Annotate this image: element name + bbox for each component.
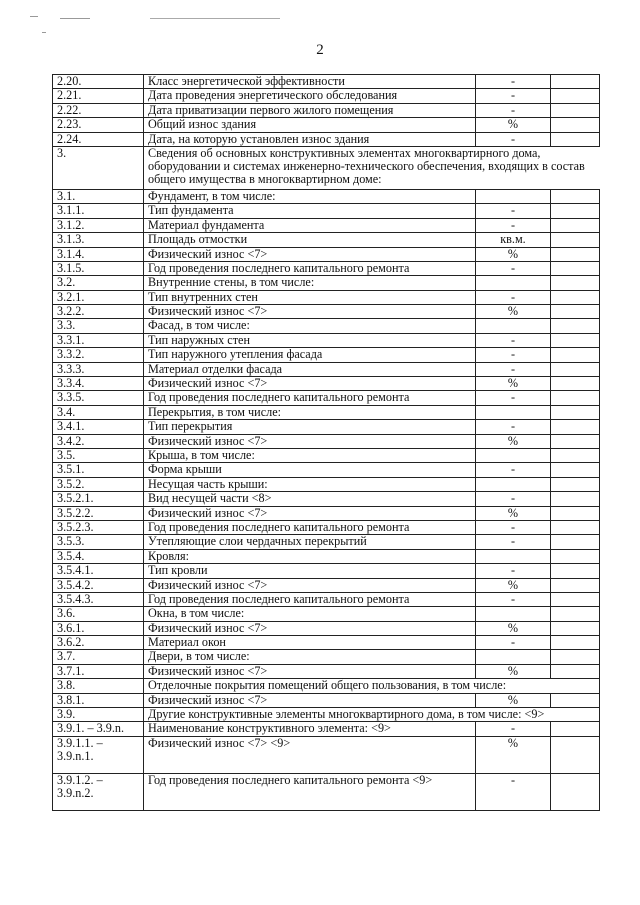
row-value [551, 506, 600, 520]
row-description: Перекрытия, в том числе: [144, 405, 476, 419]
table-row [53, 736, 600, 773]
row-unit: - [476, 722, 551, 736]
row-description: Фундамент, в том числе: [144, 189, 476, 203]
row-description: Физический износ <7> [144, 434, 476, 448]
row-number: 2.20. [53, 75, 144, 89]
table-row [53, 391, 600, 405]
table-row [53, 204, 600, 218]
row-unit: % [476, 693, 551, 707]
table-row [53, 693, 600, 707]
row-description: Дата, на которую установлен износ здания [144, 132, 476, 146]
table-row [53, 650, 600, 664]
row-description: Физический износ <7> [144, 305, 476, 319]
row-value [551, 247, 600, 261]
row-description: Вид несущей части <8> [144, 492, 476, 506]
row-unit: % [476, 664, 551, 678]
row-unit: % [476, 377, 551, 391]
row-value [551, 189, 600, 203]
table-row [53, 420, 600, 434]
row-description: Год проведения последнего капитального ремонта [144, 391, 476, 405]
row-value [551, 333, 600, 347]
row-description: Сведения об основных конструктивных элементах многоквартирного дома, оборудовании и системах инженерно-технического обеспечения, входящих в состав общего имущества в многоквартирном доме: [144, 146, 600, 189]
row-unit: - [476, 773, 551, 810]
table-row [53, 377, 600, 391]
row-value [551, 773, 600, 810]
row-description: Дата приватизации первого жилого помещения [144, 103, 476, 117]
table-row [53, 636, 600, 650]
row-description: Тип внутренних стен [144, 290, 476, 304]
row-value [551, 103, 600, 117]
row-number: 2.24. [53, 132, 144, 146]
row-unit: % [476, 506, 551, 520]
row-description: Дата проведения энергетического обследования [144, 89, 476, 103]
structural-elements-table [52, 74, 600, 811]
row-number: 2.21. [53, 89, 144, 103]
table-row [53, 247, 600, 261]
row-description: Внутренние стены, в том числе: [144, 276, 476, 290]
row-unit: % [476, 247, 551, 261]
row-description: Физический износ <7> [144, 578, 476, 592]
table-row [53, 103, 600, 117]
row-description: Наименование конструктивного элемента: <9> [144, 722, 476, 736]
row-description: Тип наружных стен [144, 333, 476, 347]
row-number: 3.2.2. [53, 305, 144, 319]
row-number: 3.2.1. [53, 290, 144, 304]
table-row [53, 549, 600, 563]
table-row [53, 333, 600, 347]
row-value [551, 564, 600, 578]
row-description: Крыша, в том числе: [144, 448, 476, 462]
row-value [551, 463, 600, 477]
row-value [551, 477, 600, 491]
table-row [53, 578, 600, 592]
row-description: Год проведения последнего капитального ремонта <9> [144, 773, 476, 810]
row-unit [476, 607, 551, 621]
table-row [53, 506, 600, 520]
row-number: 3.3.3. [53, 362, 144, 376]
table-row [53, 362, 600, 376]
row-unit: - [476, 420, 551, 434]
row-value [551, 132, 600, 146]
row-number: 3.5.4.2. [53, 578, 144, 592]
table-row [53, 305, 600, 319]
row-description: Класс энергетической эффективности [144, 75, 476, 89]
row-value [551, 290, 600, 304]
row-unit: - [476, 564, 551, 578]
table-row [53, 132, 600, 146]
row-description: Физический износ <7> <9> [144, 736, 476, 773]
table-row [53, 189, 600, 203]
table-row [53, 448, 600, 462]
row-description: Фасад, в том числе: [144, 319, 476, 333]
row-value [551, 204, 600, 218]
row-value [551, 520, 600, 534]
row-number: 3.4.1. [53, 420, 144, 434]
table-row [53, 405, 600, 419]
row-number: 3.6.2. [53, 636, 144, 650]
row-unit: - [476, 103, 551, 117]
row-unit [476, 405, 551, 419]
table-row [53, 607, 600, 621]
row-description: Тип кровли [144, 564, 476, 578]
table-row [53, 621, 600, 635]
row-unit: - [476, 391, 551, 405]
row-value [551, 434, 600, 448]
row-number: 3.3.4. [53, 377, 144, 391]
row-value [551, 319, 600, 333]
table-row [53, 664, 600, 678]
row-number: 3.6.1. [53, 621, 144, 635]
row-number: 3.5.4. [53, 549, 144, 563]
table-row [53, 261, 600, 275]
table-row [53, 477, 600, 491]
row-unit: - [476, 592, 551, 606]
row-unit: % [476, 578, 551, 592]
row-value [551, 693, 600, 707]
row-value [551, 362, 600, 376]
row-unit: % [476, 736, 551, 773]
row-unit: - [476, 636, 551, 650]
table-row [53, 233, 600, 247]
row-number: 3.1.4. [53, 247, 144, 261]
row-value [551, 305, 600, 319]
row-value [551, 89, 600, 103]
row-description: Физический износ <7> [144, 664, 476, 678]
row-value [551, 679, 600, 693]
row-description: Физический износ <7> [144, 506, 476, 520]
row-value [551, 592, 600, 606]
table-row [53, 434, 600, 448]
row-unit: - [476, 290, 551, 304]
table-row [53, 679, 600, 693]
row-description: Кровля: [144, 549, 476, 563]
row-unit: - [476, 132, 551, 146]
row-number: 3.7.1. [53, 664, 144, 678]
row-unit: - [476, 261, 551, 275]
row-value [551, 233, 600, 247]
table-row [53, 708, 600, 722]
row-description: Тип наружного утепления фасада [144, 348, 476, 362]
row-value [551, 118, 600, 132]
row-unit: - [476, 333, 551, 347]
row-number: 3.7. [53, 650, 144, 664]
row-unit [476, 549, 551, 563]
row-value [551, 549, 600, 563]
row-description: Год проведения последнего капитального ремонта [144, 261, 476, 275]
row-description: Физический износ <7> [144, 247, 476, 261]
row-description: Год проведения последнего капитального ремонта [144, 520, 476, 534]
row-number: 3.5. [53, 448, 144, 462]
row-unit: кв.м. [476, 233, 551, 247]
row-number: 3.3. [53, 319, 144, 333]
row-description: Физический износ <7> [144, 621, 476, 635]
row-unit: - [476, 520, 551, 534]
row-number: 3.6. [53, 607, 144, 621]
row-value [551, 621, 600, 635]
row-value [551, 607, 600, 621]
row-description: Год проведения последнего капитального ремонта [144, 592, 476, 606]
row-number: 3.5.3. [53, 535, 144, 549]
row-description: Материал фундамента [144, 218, 476, 232]
table-row [53, 218, 600, 232]
row-value [551, 377, 600, 391]
row-number: 3.9. [53, 708, 144, 722]
row-value [551, 535, 600, 549]
row-number: 3. [53, 146, 144, 189]
row-number: 3.9.1.2. – 3.9.n.2. [53, 773, 144, 810]
row-description: Утепляющие слои чердачных перекрытий [144, 535, 476, 549]
row-number: 3.5.4.1. [53, 564, 144, 578]
table-row [53, 773, 600, 810]
row-value [551, 448, 600, 462]
row-unit: - [476, 75, 551, 89]
row-number: 3.5.2.2. [53, 506, 144, 520]
table-row [53, 722, 600, 736]
row-description: Несущая часть крыши: [144, 477, 476, 491]
row-description: Двери, в том числе: [144, 650, 476, 664]
row-description: Материал окон [144, 636, 476, 650]
row-number: 3.1.2. [53, 218, 144, 232]
table-row [53, 319, 600, 333]
row-unit [476, 276, 551, 290]
table-row [53, 118, 600, 132]
row-unit [476, 448, 551, 462]
row-number: 3.8.1. [53, 693, 144, 707]
row-unit [476, 319, 551, 333]
row-number: 3.5.2.3. [53, 520, 144, 534]
row-value [551, 348, 600, 362]
row-number: 3.1.1. [53, 204, 144, 218]
row-value [551, 650, 600, 664]
table-row [53, 564, 600, 578]
row-unit [476, 477, 551, 491]
row-value [551, 405, 600, 419]
row-unit: % [476, 621, 551, 635]
table-row [53, 348, 600, 362]
row-value [551, 276, 600, 290]
row-value [551, 261, 600, 275]
row-unit: % [476, 434, 551, 448]
row-number: 3.1. [53, 189, 144, 203]
row-number: 3.2. [53, 276, 144, 290]
table-row [53, 146, 600, 189]
row-number: 3.5.2. [53, 477, 144, 491]
row-description: Тип фундамента [144, 204, 476, 218]
row-unit: - [476, 535, 551, 549]
table-row [53, 535, 600, 549]
row-description: Окна, в том числе: [144, 607, 476, 621]
row-unit: % [476, 118, 551, 132]
row-number: 3.1.3. [53, 233, 144, 247]
row-number: 2.23. [53, 118, 144, 132]
row-unit: - [476, 348, 551, 362]
row-description: Физический износ <7> [144, 693, 476, 707]
row-number: 3.5.1. [53, 463, 144, 477]
row-value [551, 708, 600, 722]
row-value [551, 391, 600, 405]
row-number: 3.9.1.1. – 3.9.n.1. [53, 736, 144, 773]
row-number: 3.3.2. [53, 348, 144, 362]
row-description: Форма крыши [144, 463, 476, 477]
row-description: Отделочные покрытия помещений общего пользования, в том числе: [144, 679, 476, 693]
row-value [551, 636, 600, 650]
row-number: 3.4.2. [53, 434, 144, 448]
row-number: 3.3.1. [53, 333, 144, 347]
row-value [551, 722, 600, 736]
row-value [551, 492, 600, 506]
row-value [551, 75, 600, 89]
table-row [53, 89, 600, 103]
table-row [53, 276, 600, 290]
row-unit: - [476, 89, 551, 103]
row-unit: - [476, 463, 551, 477]
row-unit: - [476, 218, 551, 232]
row-value [551, 218, 600, 232]
table-row [53, 463, 600, 477]
table-row [53, 520, 600, 534]
table-row [53, 592, 600, 606]
page-number: 2 [316, 42, 324, 58]
row-description: Тип перекрытия [144, 420, 476, 434]
row-description: Площадь отмостки [144, 233, 476, 247]
row-number: 3.8. [53, 679, 144, 693]
row-description: Другие конструктивные элементы многоквартирного дома, в том числе: <9> [144, 708, 476, 722]
row-unit [476, 650, 551, 664]
table-row [53, 492, 600, 506]
table-row [53, 290, 600, 304]
row-unit: - [476, 492, 551, 506]
row-number: 3.4. [53, 405, 144, 419]
row-description: Физический износ <7> [144, 377, 476, 391]
row-number: 2.22. [53, 103, 144, 117]
row-value [551, 578, 600, 592]
row-unit [476, 189, 551, 203]
row-unit: - [476, 204, 551, 218]
table-row [53, 75, 600, 89]
row-description: Общий износ здания [144, 118, 476, 132]
row-value [551, 736, 600, 773]
row-number: 3.1.5. [53, 261, 144, 275]
row-unit: % [476, 305, 551, 319]
row-unit: - [476, 362, 551, 376]
row-number: 3.5.2.1. [53, 492, 144, 506]
row-number: 3.5.4.3. [53, 592, 144, 606]
row-number: 3.9.1. – 3.9.n. [53, 722, 144, 736]
row-number: 3.3.5. [53, 391, 144, 405]
row-description: Материал отделки фасада [144, 362, 476, 376]
scan-artifacts [30, 10, 310, 40]
row-value [551, 420, 600, 434]
row-value [551, 664, 600, 678]
